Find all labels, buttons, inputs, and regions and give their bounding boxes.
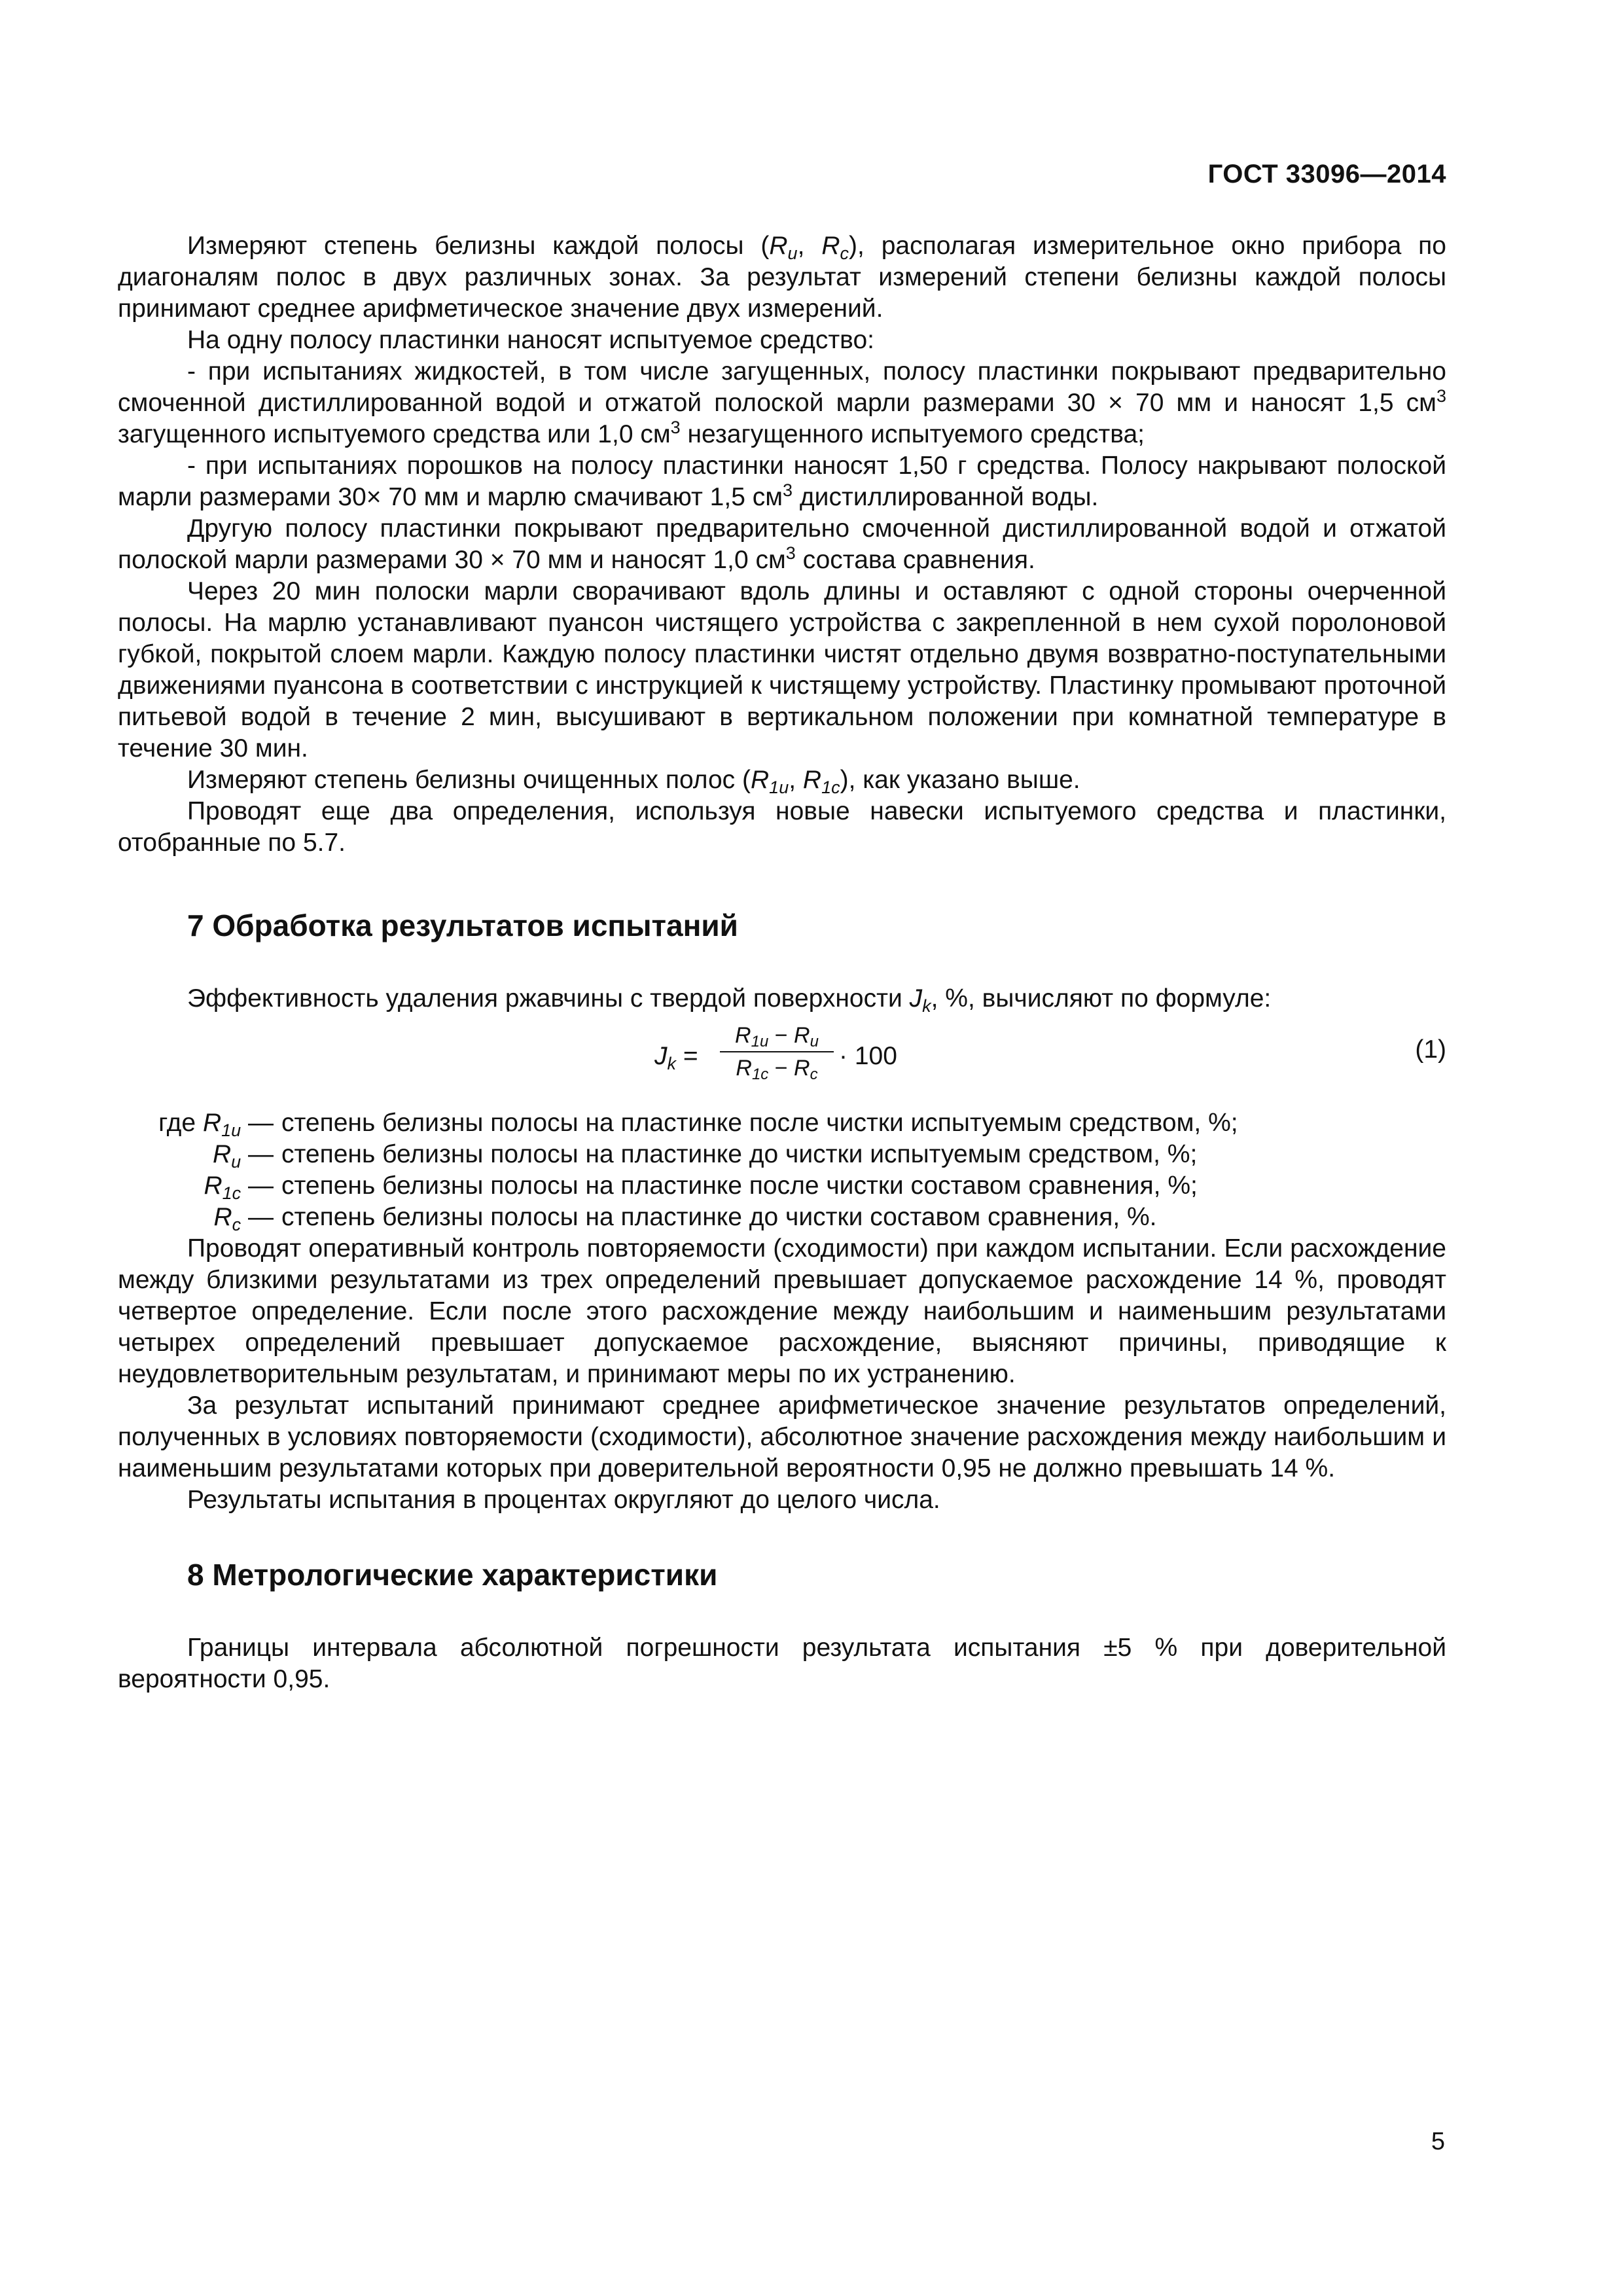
paragraph-repeat-determinations: Проводят еще два определения, используя новые навески испытуемого средства и пластинки, отобранные по 5.7. xyxy=(118,797,1446,857)
formula-fraction xyxy=(720,1021,834,1083)
paragraph-repeatability-control: Проводят оперативный контроль повторяемости (сходимости) при каждом испытании. Если расхождение между близкими результатами из трех определений превышает допускаемое расхождение 14 %, проводят четвертое определение. Если после этого расхождение между наибольшим и наименьшим результатами четырех определений превышает допускаемое расхождение, выясняют причины, приводящие к неудовлетворительным результатам, и принимают меры по их устранению. xyxy=(118,1234,1446,1388)
formula-number: (1) xyxy=(1415,1035,1446,1064)
section-8-heading: 8 Метрологические характеристики xyxy=(187,1558,718,1592)
document-code: ГОСТ 33096—2014 xyxy=(1207,160,1446,188)
paragraph-liquids: - при испытаниях жидкостей, в том числе загущенных, полосу пластинки покрывают предварительно смоченной дистиллированной водой и отжатой полоской марли размерами 30 × 70 мм и наносят 1,5 $см^3$ загущенного испытуемого средства или 1,0 $см^3$ незагущенного испытуемого средства; xyxy=(118,357,1446,448)
definition-row: $R_{1c}$ — степень белизны полосы на пластинке после чистки составом сравнения, %; xyxy=(204,1172,1198,1203)
definition-row: $R_u$ — степень белизны полосы на пластинке до чистки испытуемым средством, %; xyxy=(212,1140,1198,1172)
paragraph-apply-agent: На одну полосу пластинки наносят испытуемое средство: xyxy=(187,326,874,354)
variable-definitions xyxy=(118,1107,1446,1233)
paragraph-powders: - при испытаниях порошков на полосу пластинки наносят 1,50 г средства. Полосу накрывают полоской марли размерами 30× 70 мм и марлю смачивают 1,5 $см^3$ дистиллированной воды. xyxy=(118,452,1446,511)
paragraph-cleaning-procedure: Через 20 мин полоски марли сворачивают вдоль длины и оставляют с одной стороны очерченной полосы. На марлю устанавливают пуансон чистящего устройства с закрепленной в нем сухой поролоновой губкой, покрытой слоем марли. Каждую полосу пластинки чистят отдельно двумя возвратно-поступательными движениями пуансона в соответствии с инструкцией к чистящему устройству. Пластинку промывают проточной питьевой водой в течение 2 мин, высушивают в вертикальном положении при комнатной температуре в течение 30 мин. xyxy=(118,577,1446,762)
paragraph-metrological: Границы интервала абсолютной погрешности результата испытания ±5 % при доверительной вероятности 0,95. xyxy=(118,1634,1446,1693)
definition-row: где $R_{1u}$ — степень белизны полосы на пластинке после чистки испытуемым средством, %; xyxy=(158,1109,1238,1140)
page-number: 5 xyxy=(1431,2128,1445,2155)
paragraph-measure-cleaned: Измеряют степень белизны очищенных полос ($R_{1u}$, $R_{1c}$), как указано выше. xyxy=(187,766,1080,797)
page-content xyxy=(118,230,1446,1695)
formula-denominator: $R_{1c} - R_c$ xyxy=(736,1056,818,1083)
paragraph-formula-intro: Эффективность удаления ржавчины с твердой поверхности $J_k$, %, вычисляют по формуле: xyxy=(187,984,1272,1016)
formula-numerator: $R_{1u} - R_u$ xyxy=(720,1021,834,1052)
definition-row: $R_c$ — степень белизны полосы на пластинке до чистки составом сравнения, %. xyxy=(213,1203,1157,1234)
paragraph-reference-strip: Другую полосу пластинки покрывают предварительно смоченной дистиллированной водой и отжатой полоской марли размерами 30 × 70 мм и наносят 1,0 $см^3$ состава сравнения. xyxy=(118,514,1446,574)
formula-lhs: $J_k$ = xyxy=(654,1042,698,1073)
section-7-heading: 7 Обработка результатов испытаний xyxy=(187,908,738,942)
paragraph-rounding: Результаты испытания в процентах округляют до целого числа. xyxy=(187,1486,940,1514)
formula-multiplier: · 100 xyxy=(839,1042,897,1070)
paragraph-test-result: За результат испытаний принимают среднее арифметическое значение результатов определений, полученных в условиях повторяемости (сходимости), абсолютное значение расхождения между наибольшим и наименьшим результатами которых при доверительной вероятности 0,95 не должно превышать 14 %. xyxy=(118,1391,1446,1482)
paragraph-whiteness-measurement: Измеряют степень белизны каждой полосы ($R_u$, $R_c$), располагая измерительное окно прибора по диагоналям полос в двух различных зонах. За результат измерений степени белизны каждой полосы принимают среднее арифметическое значение двух измерений. xyxy=(118,232,1446,323)
formula-1 xyxy=(118,1021,1446,1093)
